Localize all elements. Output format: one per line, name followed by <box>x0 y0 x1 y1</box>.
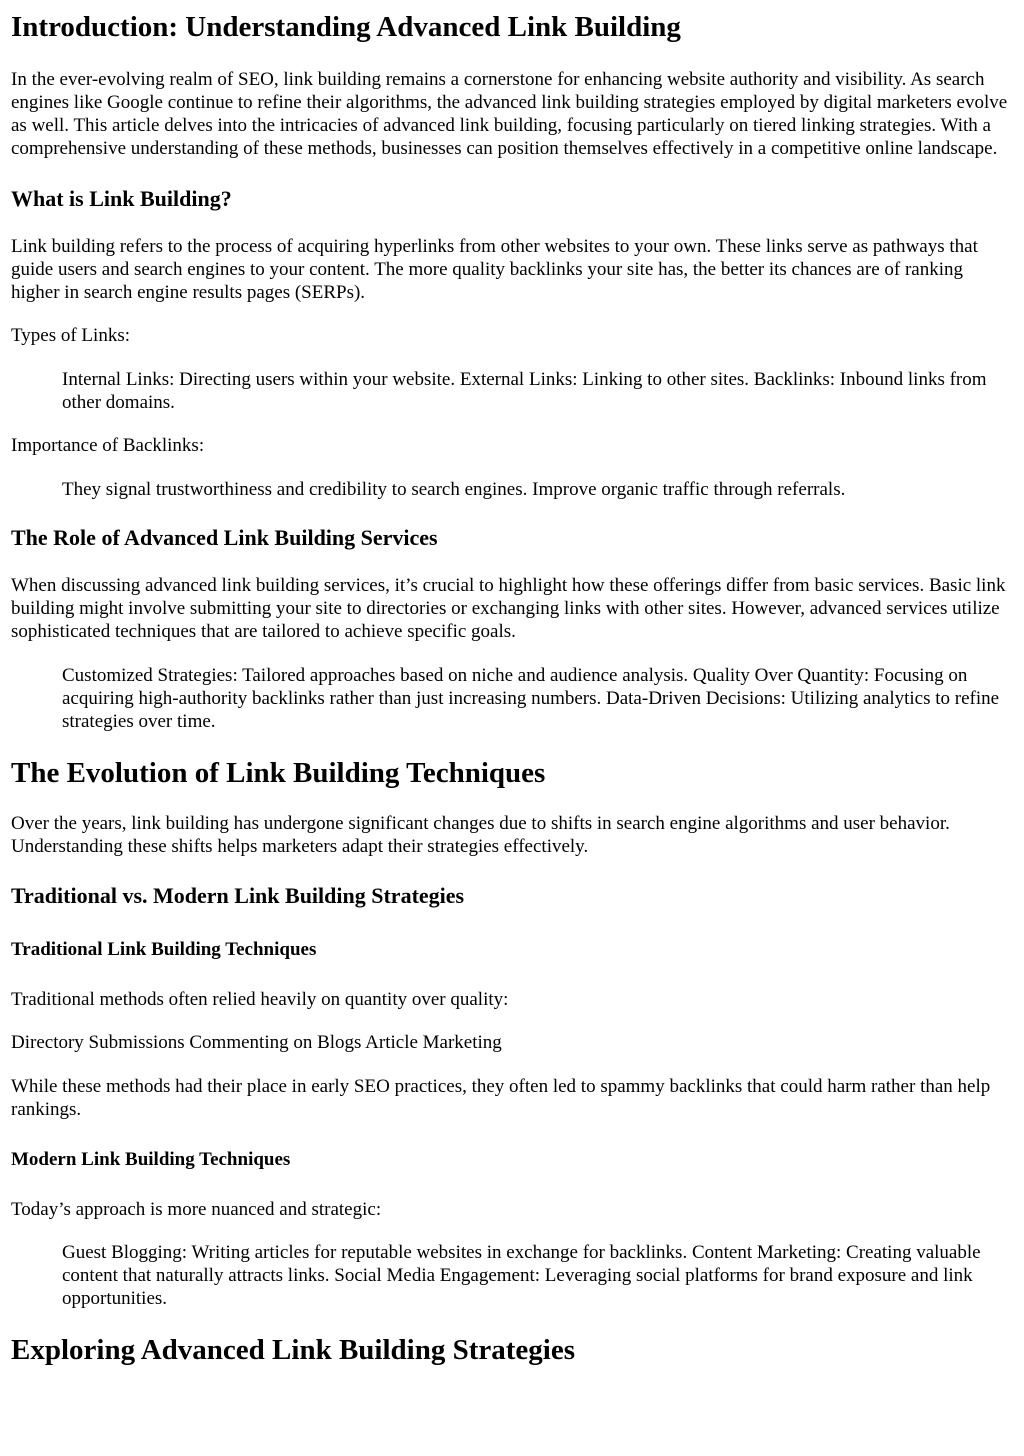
article <box>0 10 1024 1367</box>
modern-list: Guest Blogging: Writing articles for reputable websites in exchange for backlinks. Content Marketing: Creating valuable content that naturally attracts links. Social Media Engagement: Leveraging social platforms for brand exposure and link opportunities. <box>62 1242 981 1309</box>
traditional-after: While these methods had their place in early SEO practices, they often led to spammy backlinks that could harm rather than help rankings. <box>11 1076 991 1120</box>
modern-heading: Modern Link Building Techniques <box>11 1149 291 1170</box>
role-list: Customized Strategies: Tailored approaches based on niche and audience analysis. Quality Over Quantity: Focusing on acquiring high-authority backlinks rather than just increasing numbers. Data-Driven Decisions: Utilizing analytics to refine strategies over time. <box>62 665 1000 732</box>
importance-list: They signal trustworthiness and credibility to search engines. Improve organic traffic through referrals. <box>62 479 846 500</box>
types-list: Internal Links: Directing users within your website. External Links: Linking to other sites. Backlinks: Inbound links from other domains. <box>62 369 987 413</box>
importance-label: Importance of Backlinks: <box>11 435 205 456</box>
intro-paragraph: In the ever-evolving realm of SEO, link building remains a cornerstone for enhancing website authority and visibility. As search engines like Google continue to refine their algorithms, the advanced link building strategies employed by digital marketers evolve as well. This article delves into the intricacies of advanced link building, focusing particularly on tiered linking strategies. With a comprehensive understanding of these methods, businesses can position themselves effectively in a competitive online landscape. <box>11 69 1008 159</box>
what-is-heading: What is Link Building? <box>11 186 232 211</box>
role-heading: The Role of Advanced Link Building Services <box>11 525 438 550</box>
trad-vs-modern-heading: Traditional vs. Modern Link Building Strategies <box>11 883 465 908</box>
types-label: Types of Links: <box>11 325 130 346</box>
evolution-title: The Evolution of Link Building Techniques <box>11 757 546 789</box>
intro-title: Introduction: Understanding Advanced Link Building <box>11 11 681 43</box>
traditional-intro: Traditional methods often relied heavily on quantity over quality: <box>11 989 509 1010</box>
role-paragraph: When discussing advanced link building services, it’s crucial to highlight how these offerings differ from basic services. Basic link building might involve submitting your site to directories or exchanging links with other sites. However, advanced services utilize sophisticated techniques that are tailored to achieve specific goals. <box>11 575 1006 642</box>
modern-intro: Today’s approach is more nuanced and strategic: <box>11 1199 382 1220</box>
evolution-paragraph: Over the years, link building has undergone significant changes due to shifts in search engine algorithms and user behavior. Understanding these shifts helps marketers adapt their strategies effectively. <box>11 813 950 857</box>
exploring-title: Exploring Advanced Link Building Strategies <box>11 1334 576 1366</box>
traditional-heading: Traditional Link Building Techniques <box>11 939 317 960</box>
traditional-list: Directory Submissions Commenting on Blogs Article Marketing <box>11 1032 502 1053</box>
what-is-paragraph: Link building refers to the process of acquiring hyperlinks from other websites to your own. These links serve as pathways that guide users and search engines to your content. The more quality backlinks your site has, the better its chances are of ranking higher in search engine results pages (SERPs). <box>11 236 978 303</box>
